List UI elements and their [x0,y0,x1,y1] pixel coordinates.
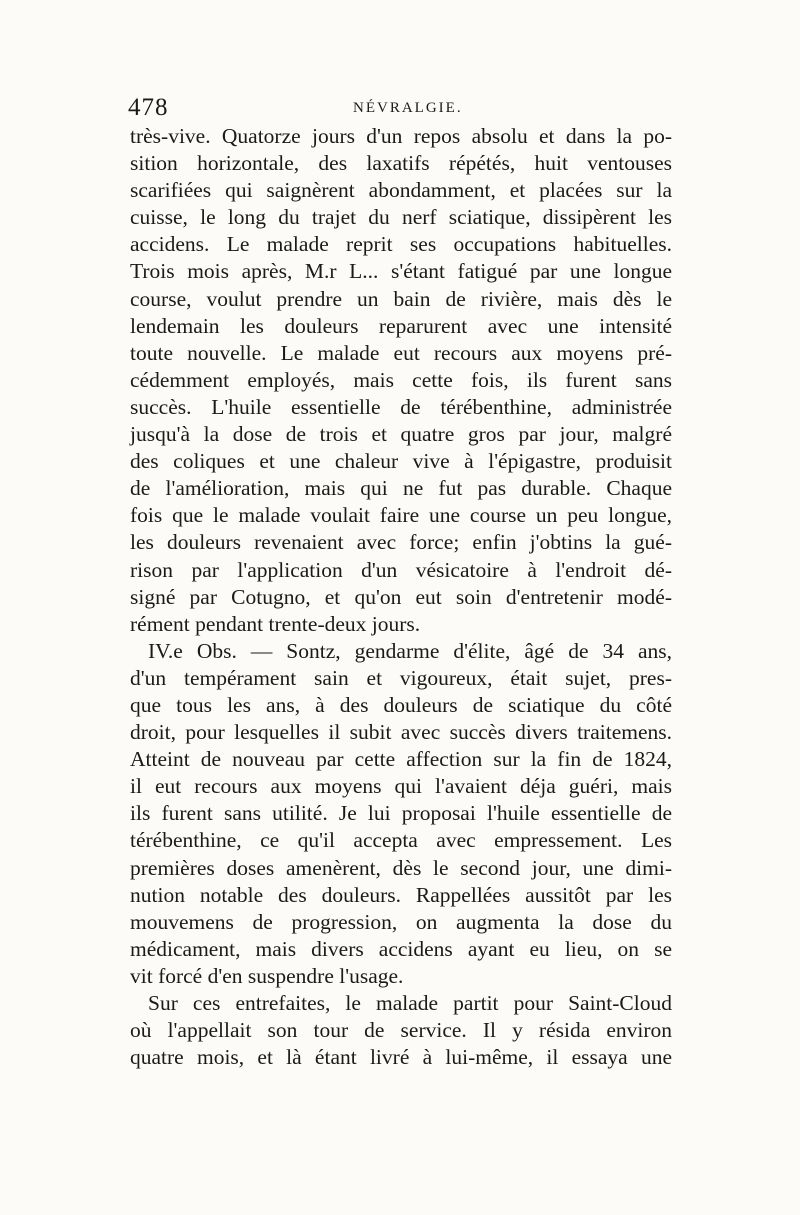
text-line: premières doses amenèrent, dès le second jour, une dimi- [130,855,672,880]
text-line: Atteint de nouveau par cette affection sur la fin de 1824, [130,747,672,772]
text-line: rison par l'application d'un vésicatoire à l'endroit dé- [130,557,672,582]
text-line: Sur ces entrefaites, le malade partit pour Saint-Cloud [148,991,672,1015]
text-line: de l'amélioration, mais qui ne fut pas durable. Chaque [130,476,672,501]
text-line: térébenthine, ce qu'il accepta avec empressement. Les [130,828,672,853]
text-line: fois que le malade voulait faire une course un peu longue, [130,503,672,528]
text-line: toute nouvelle. Le malade eut recours aux moyens pré- [130,340,672,365]
text-line: IV.e Obs. — Sontz, gendarme d'élite, âgé de 34 ans, [148,638,672,663]
running-title: NÉVRALGIE. [353,100,463,116]
text-line: lendemain les douleurs reparurent avec une intensité [130,313,672,338]
text-line: des coliques et une chaleur vive à l'épigastre, produisit [130,449,672,474]
text-line: que tous les ans, à des douleurs de sciatique du côté [130,692,672,717]
text-line: accidens. Le malade reprit ses occupations habituelles. [130,232,672,257]
text-line: mouvemens de progression, on augmenta la dose du [130,909,672,934]
page-number: 478 [128,94,169,121]
text-line: où l'appellait son tour de service. Il y résida environ [130,1018,672,1043]
text-line: vit forcé d'en suspendre l'usage. [130,963,404,988]
text-line: il eut recours aux moyens qui l'avaient déja guéri, mais [130,774,672,799]
text-line: Trois mois après, M.r L... s'étant fatigué par une longue [130,259,672,284]
text-line: jusqu'à la dose de trois et quatre gros par jour, malgré [130,422,672,447]
text-line: signé par Cotugno, et qu'on eut soin d'entretenir modé- [130,584,672,609]
text-line: médicament, mais divers accidens ayant eu lieu, on se [130,936,672,961]
text-line: nution notable des douleurs. Rappellées aussitôt par les [130,882,672,907]
text-line: d'un tempérament sain et vigoureux, était sujet, pres- [130,665,672,690]
text-line: très-vive. Quatorze jours d'un repos absolu et dans la po- [130,124,672,148]
body-text [130,123,672,1071]
text-line: cédemment employés, mais cette fois, ils furent sans [130,367,672,392]
page-header [128,94,672,124]
text-line: les douleurs revenaient avec force; enfin j'obtins la gué- [130,530,672,555]
text-line: ils furent sans utilité. Je lui proposai l'huile essentielle de [130,801,672,826]
text-line: succès. L'huile essentielle de térébenthine, administrée [130,394,672,419]
text-line: rément pendant trente-deux jours. [130,611,421,636]
text-line: quatre mois, et là étant livré à lui-même, il essaya une [130,1045,672,1070]
text-line: cuisse, le long du trajet du nerf sciatique, dissipèrent les [130,205,672,230]
text-line: scarifiées qui saignèrent abondamment, et placées sur la [130,178,672,203]
text-line: course, voulut prendre un bain de rivière, mais dès le [130,286,672,311]
text-line: sition horizontale, des laxatifs répétés, huit ventouses [130,151,672,176]
text-line: droit, pour lesquelles il subit avec succès divers traitemens. [130,720,672,745]
